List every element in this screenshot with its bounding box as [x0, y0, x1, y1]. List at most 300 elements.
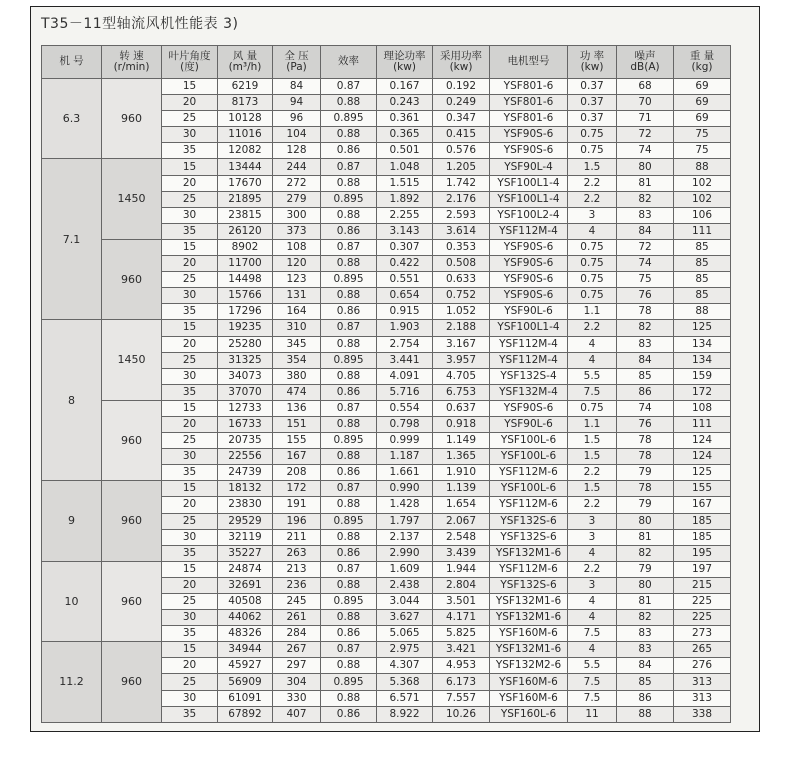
table-cell: 1.187 [377, 449, 433, 465]
table-cell: 134 [674, 352, 731, 368]
table-cell: 21895 [218, 191, 273, 207]
table-cell: YSF132S-6 [490, 577, 568, 593]
table-cell: 15 [162, 239, 218, 255]
column-header [674, 46, 731, 79]
table-cell: 75 [674, 143, 731, 159]
table-cell: YSF90L-4 [490, 159, 568, 175]
table-cell: 1.5 [568, 481, 617, 497]
column-header [490, 46, 568, 79]
table-cell: 5.5 [568, 658, 617, 674]
table-cell: 159 [674, 368, 731, 384]
table-cell: YSF90S-6 [490, 400, 568, 416]
table-cell: 0.88 [321, 368, 377, 384]
table-cell: 75 [617, 272, 674, 288]
table-cell: 313 [674, 690, 731, 706]
table-cell: 3 [568, 529, 617, 545]
table-cell: 25 [162, 433, 218, 449]
table-cell: 0.508 [433, 256, 490, 272]
table-cell: 85 [674, 239, 731, 255]
table-cell: 131 [273, 288, 321, 304]
table-cell: 284 [273, 626, 321, 642]
table-cell: YSF112M-6 [490, 465, 568, 481]
table-cell: 3 [568, 577, 617, 593]
table-cell: 1.1 [568, 304, 617, 320]
table-cell: 8173 [218, 95, 273, 111]
speed-cell: 960 [102, 79, 162, 159]
table-cell: 0.167 [377, 79, 433, 95]
table-cell: 0.576 [433, 143, 490, 159]
table-row [42, 239, 731, 255]
table-cell: 0.361 [377, 111, 433, 127]
table-cell: 1.365 [433, 449, 490, 465]
table-cell: 0.75 [568, 256, 617, 272]
table-cell: 1.903 [377, 320, 433, 336]
table-cell: 2.188 [433, 320, 490, 336]
table-cell: 0.88 [321, 416, 377, 432]
speed-cell: 960 [102, 400, 162, 480]
table-cell: 304 [273, 674, 321, 690]
table-cell: 0.365 [377, 127, 433, 143]
column-header-text: 电机型号 [507, 55, 550, 68]
table-cell: 2.2 [568, 465, 617, 481]
table-cell: 31325 [218, 352, 273, 368]
table-cell: 7.5 [568, 626, 617, 642]
table-cell: 25 [162, 594, 218, 610]
table-cell: 35 [162, 706, 218, 722]
speed-cell: 960 [102, 561, 162, 641]
table-cell: 2.2 [568, 175, 617, 191]
table-cell: 69 [674, 111, 731, 127]
table-cell: 25 [162, 191, 218, 207]
performance-table [41, 45, 731, 723]
table-cell: YSF100L-6 [490, 481, 568, 497]
model-cell: 7.1 [42, 159, 102, 320]
speed-cell: 960 [102, 239, 162, 319]
table-cell: 167 [674, 497, 731, 513]
table-cell: YSF112M-4 [490, 352, 568, 368]
table-cell: 84 [617, 223, 674, 239]
table-cell: 78 [617, 433, 674, 449]
table-cell: 85 [617, 674, 674, 690]
table-cell: 15766 [218, 288, 273, 304]
table-cell: 11016 [218, 127, 273, 143]
table-cell: 0.86 [321, 384, 377, 400]
table-cell: 20 [162, 416, 218, 432]
table-cell: 0.895 [321, 352, 377, 368]
table-row [42, 561, 731, 577]
table-cell: 345 [273, 336, 321, 352]
table-cell: 0.88 [321, 256, 377, 272]
table-cell: 85 [617, 368, 674, 384]
table-cell: 83 [617, 642, 674, 658]
table-cell: 2.804 [433, 577, 490, 593]
table-cell: 30 [162, 690, 218, 706]
table-cell: 128 [273, 143, 321, 159]
table-cell: 70 [617, 95, 674, 111]
table-cell: 265 [674, 642, 731, 658]
table-cell: 25 [162, 352, 218, 368]
table-cell: 35 [162, 545, 218, 561]
table-cell: 263 [273, 545, 321, 561]
table-cell: 7.5 [568, 384, 617, 400]
table-cell: 0.918 [433, 416, 490, 432]
table-cell: YSF100L1-4 [490, 320, 568, 336]
table-cell: 211 [273, 529, 321, 545]
table-cell: 35 [162, 626, 218, 642]
table-cell: 71 [617, 111, 674, 127]
table-cell: YSF132S-4 [490, 368, 568, 384]
table-cell: 79 [617, 561, 674, 577]
table-cell: YSF132M-4 [490, 384, 568, 400]
table-cell: YSF160L-6 [490, 706, 568, 722]
table-cell: 1.149 [433, 433, 490, 449]
table-cell: 35 [162, 384, 218, 400]
column-header-text: 噪声 [634, 49, 656, 62]
table-cell: 5.368 [377, 674, 433, 690]
table-cell: 0.554 [377, 400, 433, 416]
table-cell: 0.88 [321, 207, 377, 223]
table-cell: 279 [273, 191, 321, 207]
table-cell: 106 [674, 207, 731, 223]
column-header-text: 采用功率 [440, 49, 482, 62]
table-cell: 102 [674, 175, 731, 191]
table-cell: 0.37 [568, 79, 617, 95]
performance-sheet [30, 6, 760, 732]
table-cell: 2.255 [377, 207, 433, 223]
table-cell: 0.88 [321, 658, 377, 674]
table-cell: 14498 [218, 272, 273, 288]
table-cell: 23830 [218, 497, 273, 513]
table-cell: 1.944 [433, 561, 490, 577]
table-cell: 4 [568, 336, 617, 352]
table-cell: 18132 [218, 481, 273, 497]
table-cell: 273 [674, 626, 731, 642]
column-header-text: (kg) [691, 61, 713, 73]
table-cell: 0.75 [568, 400, 617, 416]
table-cell: 0.895 [321, 594, 377, 610]
table-cell: 56909 [218, 674, 273, 690]
table-cell: 0.88 [321, 336, 377, 352]
column-header-text: (kw) [393, 61, 416, 73]
table-cell: 79 [617, 465, 674, 481]
table-cell: 16733 [218, 416, 273, 432]
table-cell: 0.88 [321, 288, 377, 304]
table-cell: 4 [568, 594, 617, 610]
column-header-text: 重 量 [689, 49, 715, 62]
table-cell: YSF132M1-6 [490, 610, 568, 626]
table-cell: 191 [273, 497, 321, 513]
table-cell: 125 [674, 465, 731, 481]
table-cell: 4.091 [377, 368, 433, 384]
table-cell: 69 [674, 79, 731, 95]
table-cell: 1.428 [377, 497, 433, 513]
table-cell: 35 [162, 143, 218, 159]
table-cell: 0.895 [321, 674, 377, 690]
table-cell: 195 [674, 545, 731, 561]
table-cell: 7.5 [568, 690, 617, 706]
table-cell: 30 [162, 127, 218, 143]
table-cell: YSF90S-6 [490, 288, 568, 304]
table-cell: 123 [273, 272, 321, 288]
table-cell: 12082 [218, 143, 273, 159]
table-cell: 20 [162, 658, 218, 674]
table-cell: 0.87 [321, 320, 377, 336]
table-cell: 0.192 [433, 79, 490, 95]
table-body [42, 79, 731, 723]
table-cell: YSF100L1-4 [490, 175, 568, 191]
table-cell: 1.048 [377, 159, 433, 175]
table-cell: 0.633 [433, 272, 490, 288]
table-cell: 4 [568, 352, 617, 368]
table-cell: 297 [273, 658, 321, 674]
table-cell: 225 [674, 610, 731, 626]
table-cell: 72 [617, 127, 674, 143]
table-cell: 5.065 [377, 626, 433, 642]
table-cell: YSF160M-6 [490, 690, 568, 706]
table-cell: YSF90L-6 [490, 416, 568, 432]
table-cell: 0.37 [568, 111, 617, 127]
table-cell: 0.88 [321, 497, 377, 513]
table-cell: 88 [674, 159, 731, 175]
table-cell: 17670 [218, 175, 273, 191]
column-header-text: (度) [180, 61, 199, 73]
table-cell: 85 [674, 256, 731, 272]
table-cell: YSF801-6 [490, 79, 568, 95]
table-cell: 13444 [218, 159, 273, 175]
column-header-text: 叶片角度 [168, 49, 211, 62]
table-cell: 3.044 [377, 594, 433, 610]
table-cell: 474 [273, 384, 321, 400]
table-cell: 0.895 [321, 272, 377, 288]
table-cell: 380 [273, 368, 321, 384]
table-cell: 15 [162, 400, 218, 416]
table-cell: 30 [162, 529, 218, 545]
table-cell: 20 [162, 256, 218, 272]
table-cell: 15 [162, 481, 218, 497]
table-cell: 12733 [218, 400, 273, 416]
table-cell: 35 [162, 223, 218, 239]
table-cell: 88 [674, 304, 731, 320]
table-cell: YSF100L1-4 [490, 191, 568, 207]
table-cell: 245 [273, 594, 321, 610]
table-cell: 0.87 [321, 159, 377, 175]
table-cell: 82 [617, 545, 674, 561]
table-cell: 20 [162, 95, 218, 111]
table-cell: 29529 [218, 513, 273, 529]
table-cell: 1.797 [377, 513, 433, 529]
table-cell: 82 [617, 320, 674, 336]
table-cell: 40508 [218, 594, 273, 610]
table-cell: 0.88 [321, 610, 377, 626]
table-cell: 32119 [218, 529, 273, 545]
table-cell: 4 [568, 545, 617, 561]
column-header-text: (m³/h) [228, 61, 262, 73]
table-cell: 111 [674, 223, 731, 239]
table-cell: 1.515 [377, 175, 433, 191]
column-header [377, 46, 433, 79]
speed-cell: 960 [102, 642, 162, 722]
table-cell: 15 [162, 159, 218, 175]
table-cell: 81 [617, 529, 674, 545]
table-row [42, 481, 731, 497]
table-cell: 20735 [218, 433, 273, 449]
column-header-text: 转 速 [119, 49, 144, 62]
table-cell: 37070 [218, 384, 273, 400]
table-cell: 225 [674, 594, 731, 610]
table-cell: 0.75 [568, 143, 617, 159]
table-cell: 125 [674, 320, 731, 336]
table-cell: 22556 [218, 449, 273, 465]
table-cell: 108 [674, 400, 731, 416]
table-cell: 108 [273, 239, 321, 255]
table-cell: 0.347 [433, 111, 490, 127]
table-cell: 3.143 [377, 223, 433, 239]
table-cell: 2.2 [568, 320, 617, 336]
table-cell: YSF132M1-6 [490, 545, 568, 561]
table-cell: 407 [273, 706, 321, 722]
table-cell: YSF100L-6 [490, 449, 568, 465]
header-row [42, 46, 731, 79]
table-row [42, 320, 731, 336]
table-cell: 4 [568, 223, 617, 239]
column-header [321, 46, 377, 79]
table-cell: 0.895 [321, 433, 377, 449]
table-cell: 4 [568, 642, 617, 658]
table-cell: 5.716 [377, 384, 433, 400]
table-cell: 1.892 [377, 191, 433, 207]
table-cell: 3.421 [433, 642, 490, 658]
table-cell: 0.86 [321, 465, 377, 481]
table-cell: 0.75 [568, 127, 617, 143]
table-cell: 0.88 [321, 175, 377, 191]
column-header [273, 46, 321, 79]
column-header-text: (Pa) [286, 61, 307, 73]
table-cell: 102 [674, 191, 731, 207]
table-cell: YSF90S-6 [490, 256, 568, 272]
table-cell: 25 [162, 272, 218, 288]
table-cell: 32691 [218, 577, 273, 593]
table-cell: 84 [617, 658, 674, 674]
table-cell: 2.2 [568, 191, 617, 207]
table-cell: 11700 [218, 256, 273, 272]
table-cell: 0.86 [321, 143, 377, 159]
column-header-text: dB(A) [630, 61, 660, 73]
table-cell: 85 [674, 272, 731, 288]
model-cell: 9 [42, 481, 102, 561]
table-cell: 0.75 [568, 239, 617, 255]
table-cell: 124 [674, 449, 731, 465]
table-cell: 15 [162, 561, 218, 577]
table-cell: YSF801-6 [490, 111, 568, 127]
table-cell: 20 [162, 497, 218, 513]
table-cell: 0.87 [321, 79, 377, 95]
table-cell: 3.614 [433, 223, 490, 239]
table-cell: 7.557 [433, 690, 490, 706]
table-cell: 354 [273, 352, 321, 368]
table-cell: 4.307 [377, 658, 433, 674]
table-cell: 2.067 [433, 513, 490, 529]
column-header [617, 46, 674, 79]
table-cell: 4.705 [433, 368, 490, 384]
table-cell: 313 [674, 674, 731, 690]
table-cell: 0.86 [321, 626, 377, 642]
table-cell: 0.87 [321, 561, 377, 577]
column-header-text: (kw) [580, 61, 604, 73]
table-cell: 155 [273, 433, 321, 449]
model-cell: 11.2 [42, 642, 102, 722]
table-cell: 34073 [218, 368, 273, 384]
table-cell: 82 [617, 191, 674, 207]
table-cell: 185 [674, 513, 731, 529]
table-cell: 0.415 [433, 127, 490, 143]
column-header [433, 46, 490, 79]
table-cell: 111 [674, 416, 731, 432]
table-cell: 4.953 [433, 658, 490, 674]
table-cell: 267 [273, 642, 321, 658]
table-cell: 1.5 [568, 433, 617, 449]
column-header-text: 理论功率 [383, 49, 426, 62]
table-cell: 3 [568, 207, 617, 223]
table-cell: 1.5 [568, 159, 617, 175]
table-cell: 75 [674, 127, 731, 143]
table-cell: 20 [162, 336, 218, 352]
table-cell: 1.052 [433, 304, 490, 320]
column-header-text: (r/min) [113, 61, 150, 73]
table-cell: 0.87 [321, 481, 377, 497]
table-cell: 172 [273, 481, 321, 497]
table-cell: 0.915 [377, 304, 433, 320]
table-cell: 61091 [218, 690, 273, 706]
column-header [102, 46, 162, 79]
column-header [218, 46, 273, 79]
table-cell: 6.173 [433, 674, 490, 690]
table-cell: 3.501 [433, 594, 490, 610]
table-cell: 30 [162, 449, 218, 465]
table-cell: 0.243 [377, 95, 433, 111]
table-cell: 0.798 [377, 416, 433, 432]
table-cell: 2.990 [377, 545, 433, 561]
table-cell: 2.2 [568, 497, 617, 513]
table-cell: 196 [273, 513, 321, 529]
table-cell: 0.307 [377, 239, 433, 255]
table-cell: 35227 [218, 545, 273, 561]
table-cell: 30 [162, 610, 218, 626]
table-cell: 23815 [218, 207, 273, 223]
table-cell: 81 [617, 594, 674, 610]
table-cell: 151 [273, 416, 321, 432]
table-cell: 82 [617, 610, 674, 626]
table-cell: 0.895 [321, 513, 377, 529]
table-cell: 3 [568, 513, 617, 529]
model-cell: 6.3 [42, 79, 102, 159]
table-cell: 0.752 [433, 288, 490, 304]
table-cell: 0.88 [321, 690, 377, 706]
table-cell: 74 [617, 256, 674, 272]
table-cell: 25280 [218, 336, 273, 352]
table-cell: 1.742 [433, 175, 490, 191]
table-cell: YSF90S-6 [490, 272, 568, 288]
table-cell: 2.137 [377, 529, 433, 545]
table-row [42, 79, 731, 95]
table-cell: YSF160M-6 [490, 626, 568, 642]
table-cell: YSF160M-6 [490, 674, 568, 690]
table-cell: 35 [162, 304, 218, 320]
table-cell: 0.249 [433, 95, 490, 111]
table-cell: 6.753 [433, 384, 490, 400]
table-cell: 300 [273, 207, 321, 223]
table-cell: 88 [617, 706, 674, 722]
table-cell: YSF801-6 [490, 95, 568, 111]
